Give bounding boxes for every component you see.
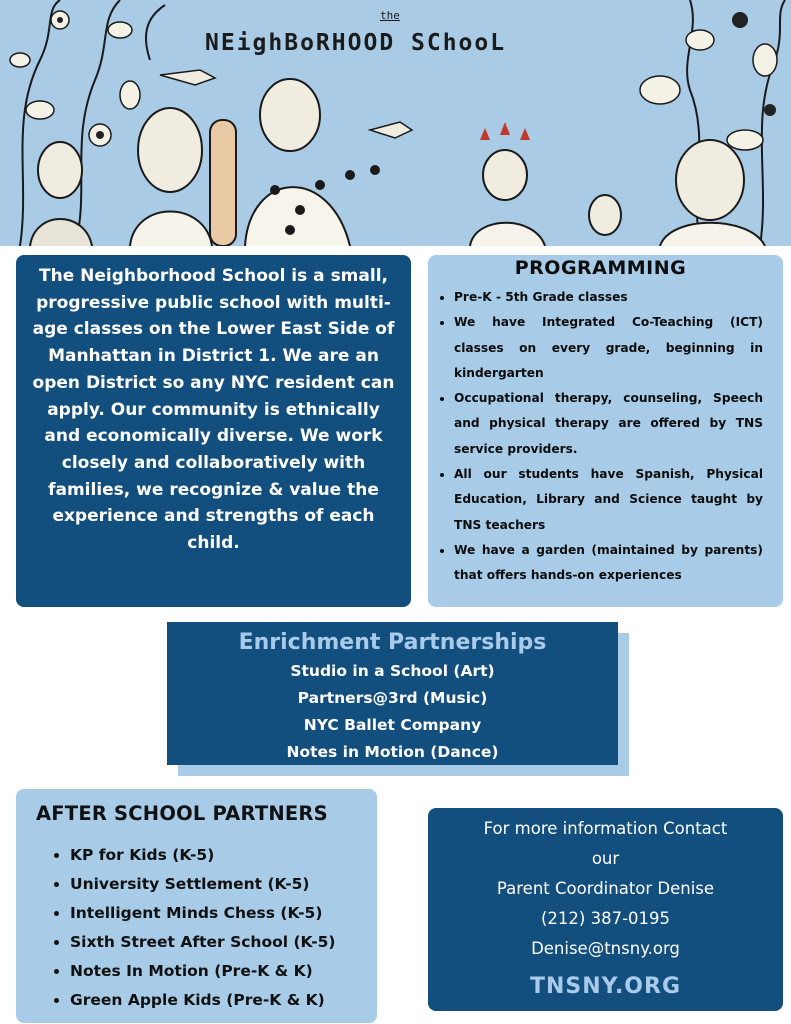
enrichment-title: Enrichment Partnerships [238,630,547,655]
contact-coordinator: Parent Coordinator Denise [496,879,715,898]
contact-line: For more information Contact [483,819,728,838]
intro-text: The Neighborhood School is a small, progressive public school with multi-age classes on the Lower East Side of Manhattan in District 1. We are an open District so any NYC resident can apply. Our community is ethnically and economically diverse. We work closely and collaboratively with families, we recognize & value the experience and strengths of each child. [32,266,395,554]
banner-school-title: NEighBoRHOOD SChooL [205,30,507,56]
after-school-list [36,841,367,1015]
programming-title: PROGRAMMING [514,257,687,279]
enrichment-item: NYC Ballet Company [303,716,482,734]
enrichment-item: Studio in a School (Art) [290,662,495,680]
after-school-item: • University Settlement (K-5) [70,870,367,899]
programming-list [438,285,763,589]
programming-item: • Pre-K - 5th Grade classes [454,285,763,310]
programming-item: • Occupational therapy, counseling, Speech and physical therapy are offered by TNS service providers. [454,386,763,462]
enrichment-box [167,622,618,765]
enrichment-item: Notes in Motion (Dance) [286,743,499,761]
after-school-item: • Intelligent Minds Chess (K-5) [70,899,367,928]
website-link: TNSNY.ORG [529,974,682,999]
programming-box [428,255,783,607]
after-school-item: • KP for Kids (K-5) [70,841,367,870]
programming-item: • We have a garden (maintained by parents) that offers hands-on experiences [454,538,763,589]
contact-email: Denise@tnsny.org [531,939,680,958]
after-school-item: • Sixth Street After School (K-5) [70,928,367,957]
intro-box [16,255,411,607]
after-school-title: AFTER SCHOOL PARTNERS [36,802,328,825]
after-school-item: • Notes In Motion (Pre-K & K) [70,957,367,986]
contact-line: our [591,849,620,868]
enrichment-item: Partners@3rd (Music) [297,689,488,707]
programming-item: • We have Integrated Co-Teaching (ICT) classes on every grade, beginning in kindergarten [454,310,763,386]
contact-box [428,808,783,1011]
programming-item: • All our students have Spanish, Physical Education, Library and Science taught by TNS teachers [454,462,763,538]
contact-phone: (212) 387-0195 [540,909,671,928]
banner-illustration [0,0,791,246]
after-school-box [16,789,377,1023]
banner-the-label: the [380,9,400,22]
after-school-item: • Green Apple Kids (Pre-K & K) [70,986,367,1015]
